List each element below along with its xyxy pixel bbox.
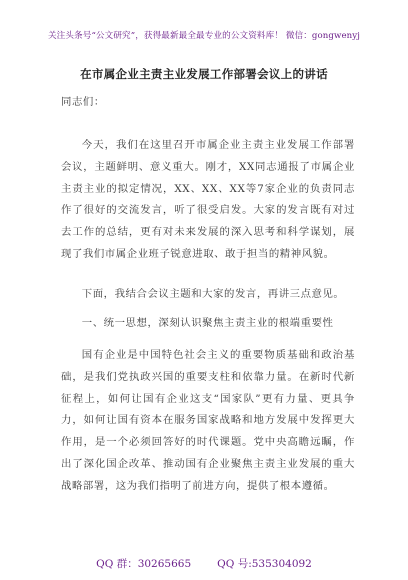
paragraph-2: [61, 284, 355, 306]
greeting-text: 同志们：: [61, 96, 105, 108]
paragraph-text: 下面，我结合会议主题和大家的发言，再讲三点意见。: [81, 288, 345, 300]
paragraph-3: [61, 345, 355, 498]
paragraph-1: [61, 135, 355, 266]
footer: [0, 556, 408, 571]
header-banner: 关注头条号“公文研究”，获得最新最全最专业的公文资料库！ 微信：gongwenyj: [47, 31, 361, 41]
document-title: 在市属企业主责主业发展工作部署会议上的讲话: [80, 67, 328, 81]
footer-qq-number: QQ 号:535304092: [217, 558, 312, 570]
paragraph-text: 今天，我们在这里召开市属企业主责主业发展工作部署会议，主题鲜明、意义重大。刚才，XX同志通报了市属企业主责主业的拟定情况，XX、XX、XX等7家企业的负责同志作了很好的交流发言，听了很受启发。大家的发言既有对过去工作的总结，更有对未来发展的深入思考和科学谋划，展现了我们市属企业班子锐意进取、敢于担当的精神风貌。: [61, 139, 355, 260]
footer-qq-group: QQ 群：30265665: [96, 558, 192, 570]
section-heading-text: 一、统一思想，深刻认识聚焦主责主业的根端重要性: [81, 317, 334, 329]
paragraph-text: 国有企业是中国特色社会主义的重要物质基础和政治基础，是我们党执政兴国的重要支柱和依靠力量。在新时代新征程上，如何让国有企业这支“国家队”更有力量、更具争力，如何让国有资本在服务国家战略和地方发展中发挥更大作用，是一个必须回答好的时代课题。党中央高瞻远瞩，作出了深化国企改革、推动国有企业聚焦主责主业发展的重大战略部署，这为我们指明了前进方向，提供了根本遵循。: [61, 349, 355, 492]
section-heading: [61, 313, 355, 335]
greeting: [61, 92, 355, 114]
